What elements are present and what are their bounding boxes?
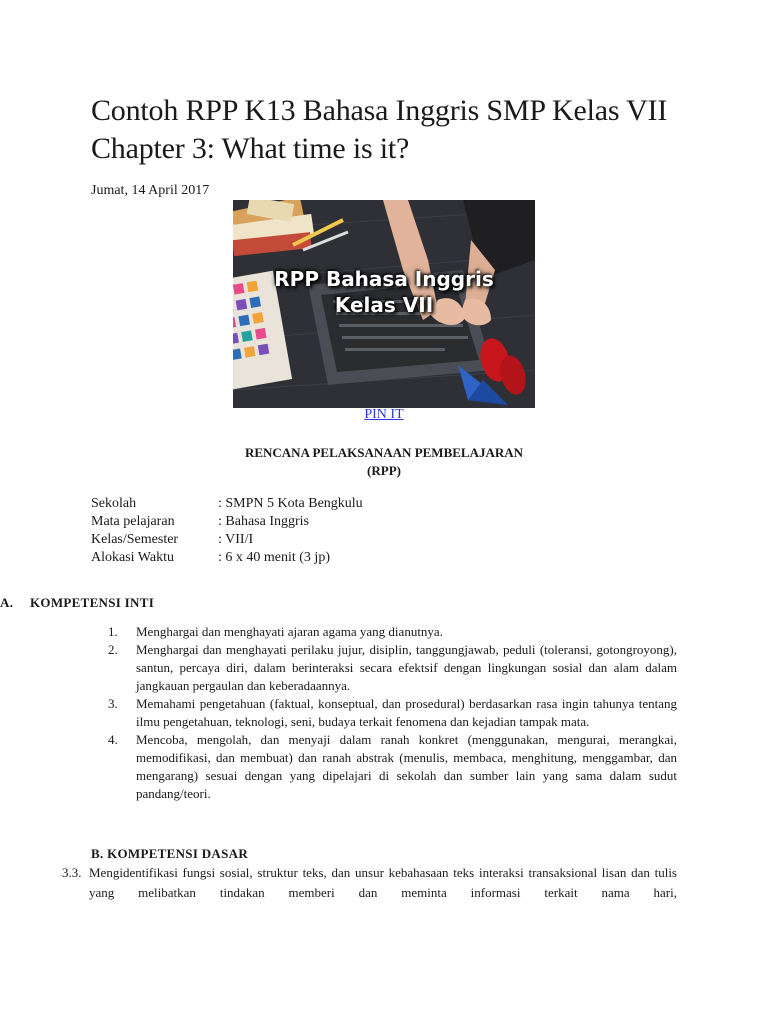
info-label: Sekolah bbox=[91, 496, 137, 511]
hero-caption bbox=[233, 266, 535, 318]
info-label: Alokasi Waktu bbox=[91, 550, 174, 565]
list-item bbox=[108, 641, 677, 695]
kompetensi-dasar-item bbox=[62, 863, 677, 903]
info-table bbox=[91, 495, 363, 567]
kd-number: 3.3. bbox=[62, 865, 82, 880]
info-value: : Bahasa Inggris bbox=[218, 514, 309, 529]
list-item bbox=[108, 695, 677, 731]
list-text: Menghargai dan menghayati ajaran agama yang dianutnya. bbox=[136, 624, 443, 639]
section-heading-kompetensi-dasar: B. KOMPETENSI DASAR bbox=[91, 846, 249, 861]
section-letter: A. bbox=[0, 595, 14, 610]
list-number: 3. bbox=[108, 696, 118, 711]
list-number: 1. bbox=[108, 624, 118, 639]
list-text: Memahami pengetahuan (faktual, konseptual, dan prosedural) berdasarkan rasa ingin tahunya tentang ilmu pengetahuan, teknologi, seni, budaya terkait fenomena dan kejadian tampak mata. bbox=[136, 696, 677, 729]
list-number: 4. bbox=[108, 732, 118, 747]
section-title: KOMPETENSI INTI bbox=[30, 595, 155, 610]
info-label: Mata pelajaran bbox=[91, 514, 175, 529]
document-heading-line2: (RPP) bbox=[367, 463, 401, 478]
info-value: : SMPN 5 Kota Bengkulu bbox=[218, 496, 363, 511]
info-row bbox=[91, 513, 363, 531]
info-label: Kelas/Semester bbox=[91, 532, 179, 547]
list-number: 2. bbox=[108, 642, 118, 657]
section-heading-kompetensi-inti bbox=[0, 595, 154, 611]
document-heading-line1: RENCANA PELAKSANAAN PEMBELAJARAN bbox=[244, 445, 524, 460]
page-title: Contoh RPP K13 Bahasa Inggris SMP Kelas VII Chapter 3: What time is it? bbox=[91, 94, 668, 165]
hero-image bbox=[233, 200, 535, 408]
info-value: : VII/I bbox=[218, 532, 254, 547]
list-item bbox=[108, 731, 677, 803]
hero-caption-line2: Kelas VII bbox=[334, 293, 434, 317]
kd-text: Mengidentifikasi fungsi sosial, struktur teks, dan unsur kebahasaan teks interaksi transaksional lisan dan tulis yang melibatkan tindakan memberi dan meminta informasi terkait nama hari, bbox=[89, 865, 677, 900]
post-date: Jumat, 14 April 2017 bbox=[91, 183, 210, 198]
pin-it-link[interactable]: PIN IT bbox=[364, 407, 404, 422]
info-value: : 6 x 40 menit (3 jp) bbox=[218, 550, 330, 565]
list-item bbox=[108, 623, 677, 641]
hero-caption-line1: RPP Bahasa Inggris bbox=[274, 267, 494, 291]
list-text: Mencoba, mengolah, dan menyaji dalam ranah konkret (menggunakan, mengurai, merangkai, memodifikasi, dan membuat) dan ranah abstrak (menulis, membaca, menghitung, menggambar, dan mengarang) sesuai dengan yang dipelajari di sekolah dan sumber lain yang sama dalam sudut pandang/teori. bbox=[136, 732, 677, 801]
info-row bbox=[91, 495, 363, 513]
document-heading bbox=[0, 444, 768, 480]
info-row bbox=[91, 531, 363, 549]
info-row bbox=[91, 549, 363, 567]
kompetensi-inti-list bbox=[108, 623, 677, 803]
list-text: Menghargai dan menghayati perilaku jujur, disiplin, tanggungjawab, peduli (toleransi, gotongroyong), santun, percaya diri, dalam berinteraksi secara efektsif dengan lingkungan sosial dan alam dalam jangkauan pergaulan dan keberadaannya. bbox=[136, 642, 677, 693]
